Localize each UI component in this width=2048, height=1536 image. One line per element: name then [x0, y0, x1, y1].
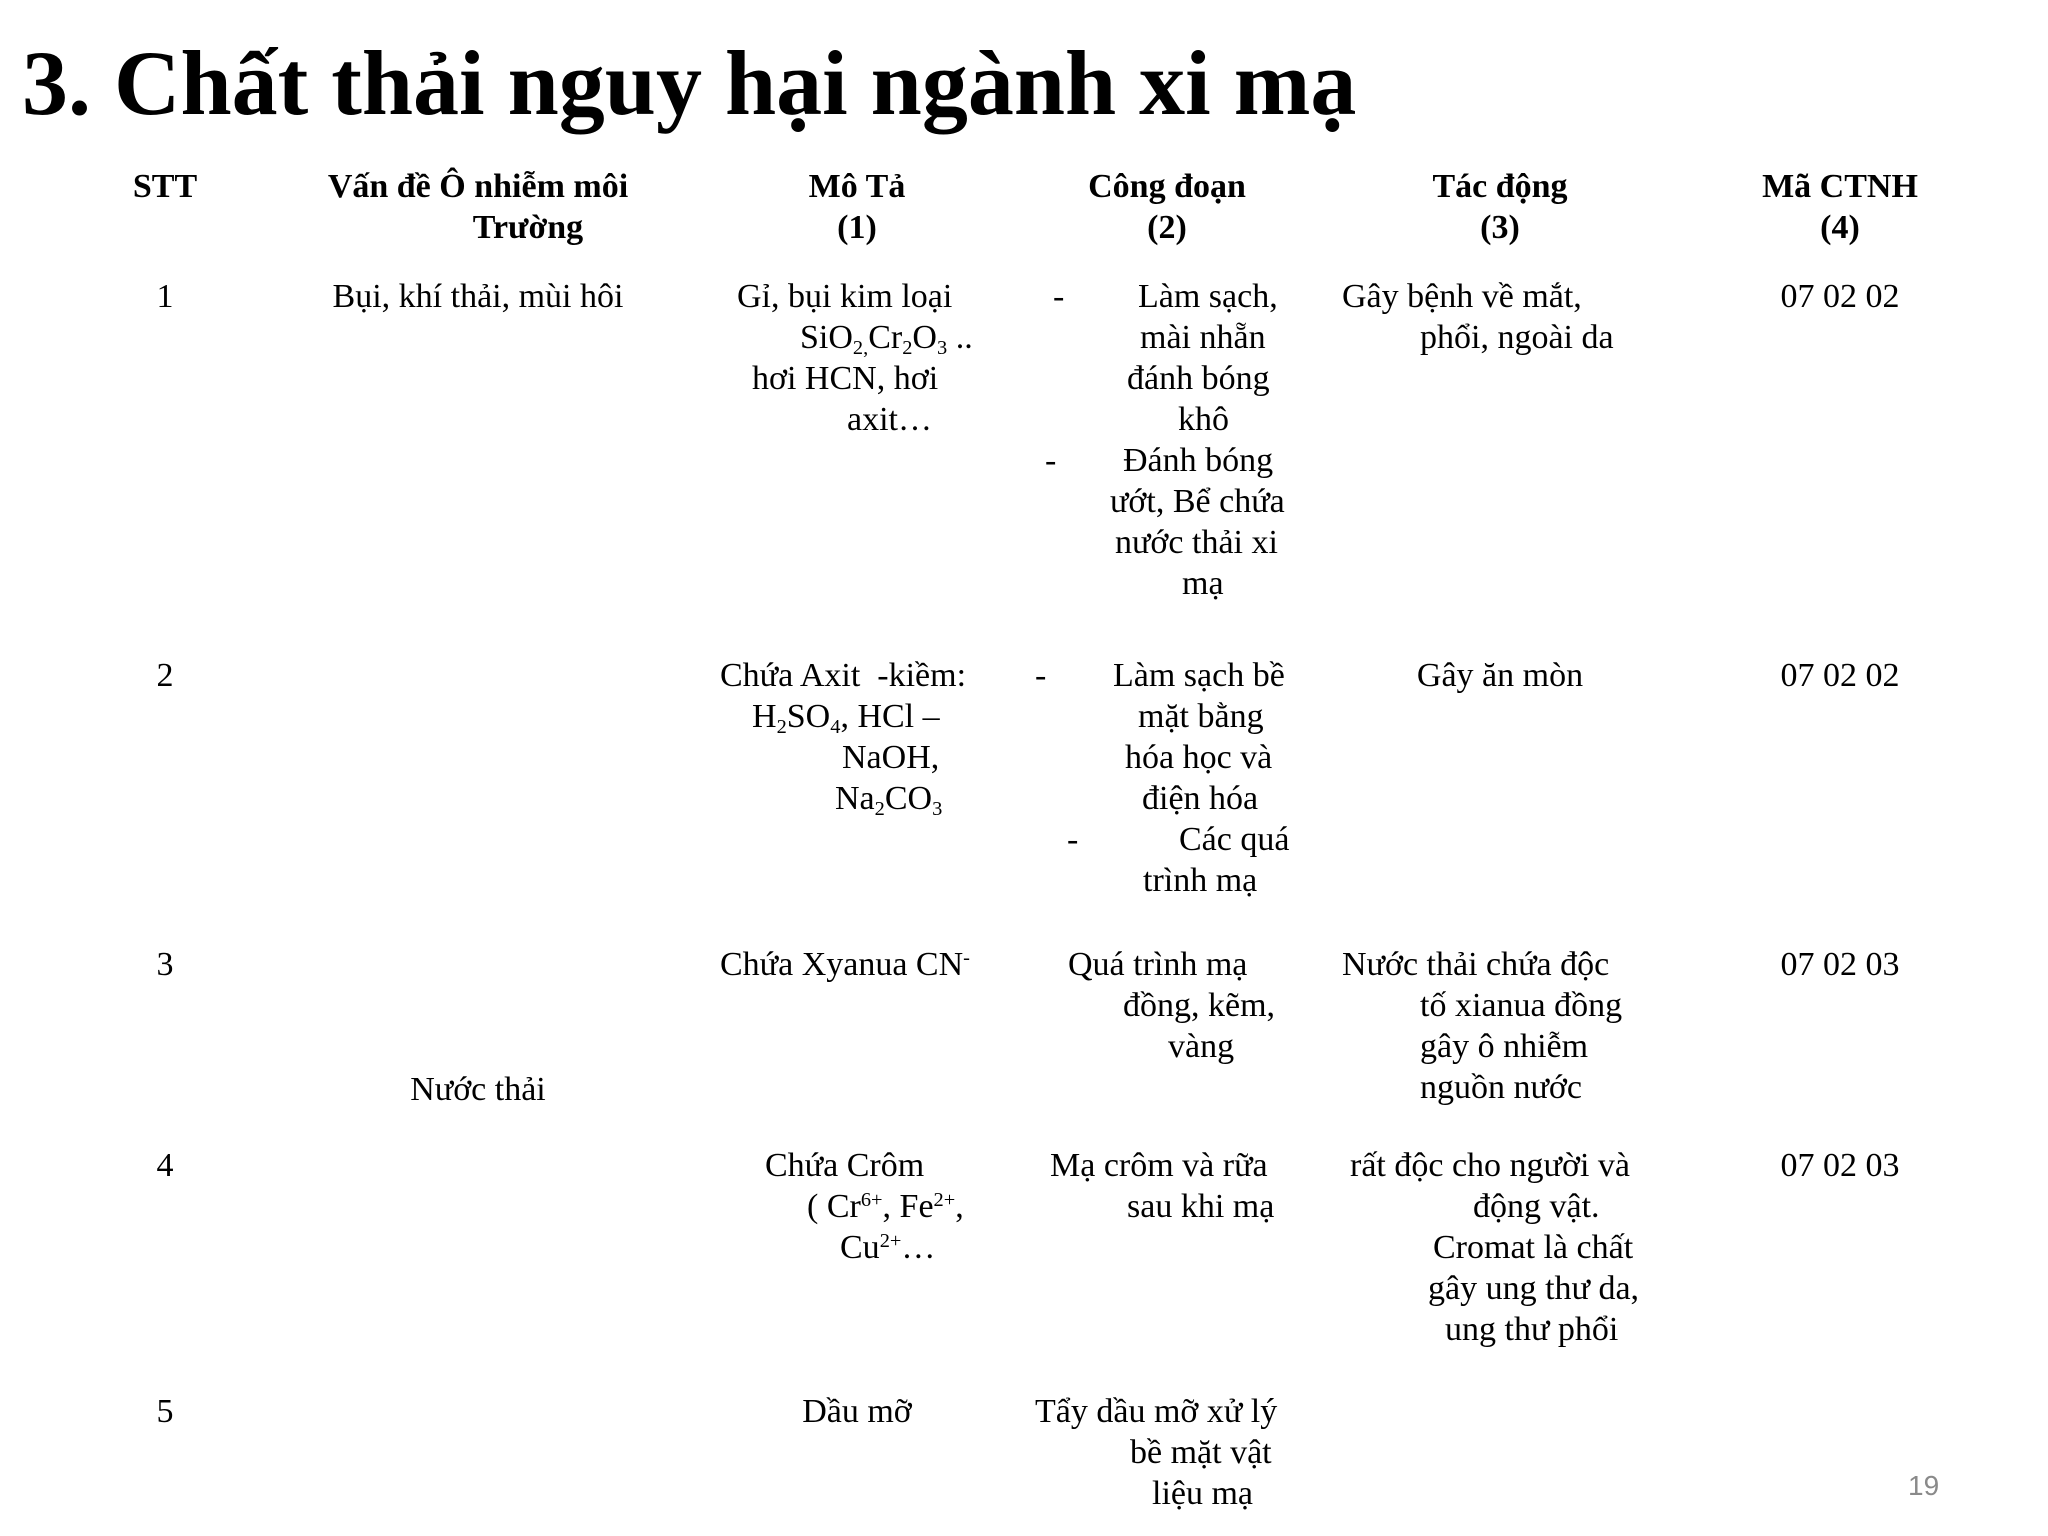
page-title: 3. Chất thải nguy hại ngành xi mạ	[22, 32, 1357, 134]
header-code: Mã CTNH (4)	[1762, 168, 1918, 246]
slide-number: 19	[1908, 1470, 1940, 1501]
row-2-stage: - Làm sạch bề mặt bằng hóa học và điện hóa - Các quá trình mạ	[1035, 657, 1290, 899]
header-impact: Tác động (3)	[1432, 168, 1568, 246]
row-1-stage: - Làm sạch, mài nhẵn đánh bóng khô - Đánh bóng ướt, Bể chứa nước thải xi mạ	[1045, 278, 1285, 602]
row-3-description: Chứa Xyanua CN-	[720, 946, 970, 983]
row-5-description: Dầu mỡ	[802, 1393, 912, 1430]
row-1-impact: Gây bệnh về mắt, phổi, ngoài da	[1342, 278, 1614, 356]
row-2-description: Chứa Axit -kiềm: $H_2SO_4$, HCl – NaOH, $Na_2CO_3$	[720, 657, 967, 821]
water-group-issue: Nước thải	[410, 1071, 546, 1108]
header-description: Mô Tả (1)	[808, 168, 906, 246]
row-1-stt: 1	[156, 278, 174, 315]
header-issue: Vấn đề Ô nhiễm môi Trường	[327, 168, 629, 246]
row-4-stage: Mạ crôm và rữa sau khi mạ	[1050, 1147, 1275, 1225]
row-1-code: 07 02 02	[1780, 278, 1900, 315]
row-4-description: Chứa Crôm ( $Cr^{6+}$, $Fe^{2+}$, $Cu^{2+}\dots$	[765, 1147, 964, 1266]
row-1-description: Gỉ, bụi kim loại $SiO_{2,}Cr_2O_3$ .. hơi HCN, hơi axit…	[737, 278, 973, 438]
row-5-stage: Tẩy dầu mỡ xử lý bề mặt vật liệu mạ	[1035, 1393, 1278, 1512]
row-3-stage: Quá trình mạ đồng, kẽm, vàng	[1068, 946, 1276, 1065]
row-3-code: 07 02 03	[1780, 946, 1900, 983]
row-4-stt: 4	[156, 1147, 174, 1184]
row-4-code: 07 02 03	[1780, 1147, 1900, 1184]
row-1-issue: Bụi, khí thải, mùi hôi	[332, 278, 624, 315]
row-3-impact: Nước thải chứa độc tố xianua đồng gây ô nhiễm nguồn nước	[1342, 946, 1623, 1106]
header-stt: STT	[132, 168, 198, 205]
header-stage: Công đoạn (2)	[1088, 168, 1246, 246]
row-5-stt: 5	[156, 1393, 174, 1430]
row-2-stt: 2	[156, 657, 174, 694]
row-2-code: 07 02 02	[1780, 657, 1900, 694]
row-2-impact: Gây ăn mòn	[1416, 657, 1584, 694]
row-3-stt: 3	[156, 946, 174, 983]
row-4-impact: rất độc cho người và động vật. Cromat là chất gây ung thư da, ung thư phổi	[1350, 1147, 1640, 1348]
